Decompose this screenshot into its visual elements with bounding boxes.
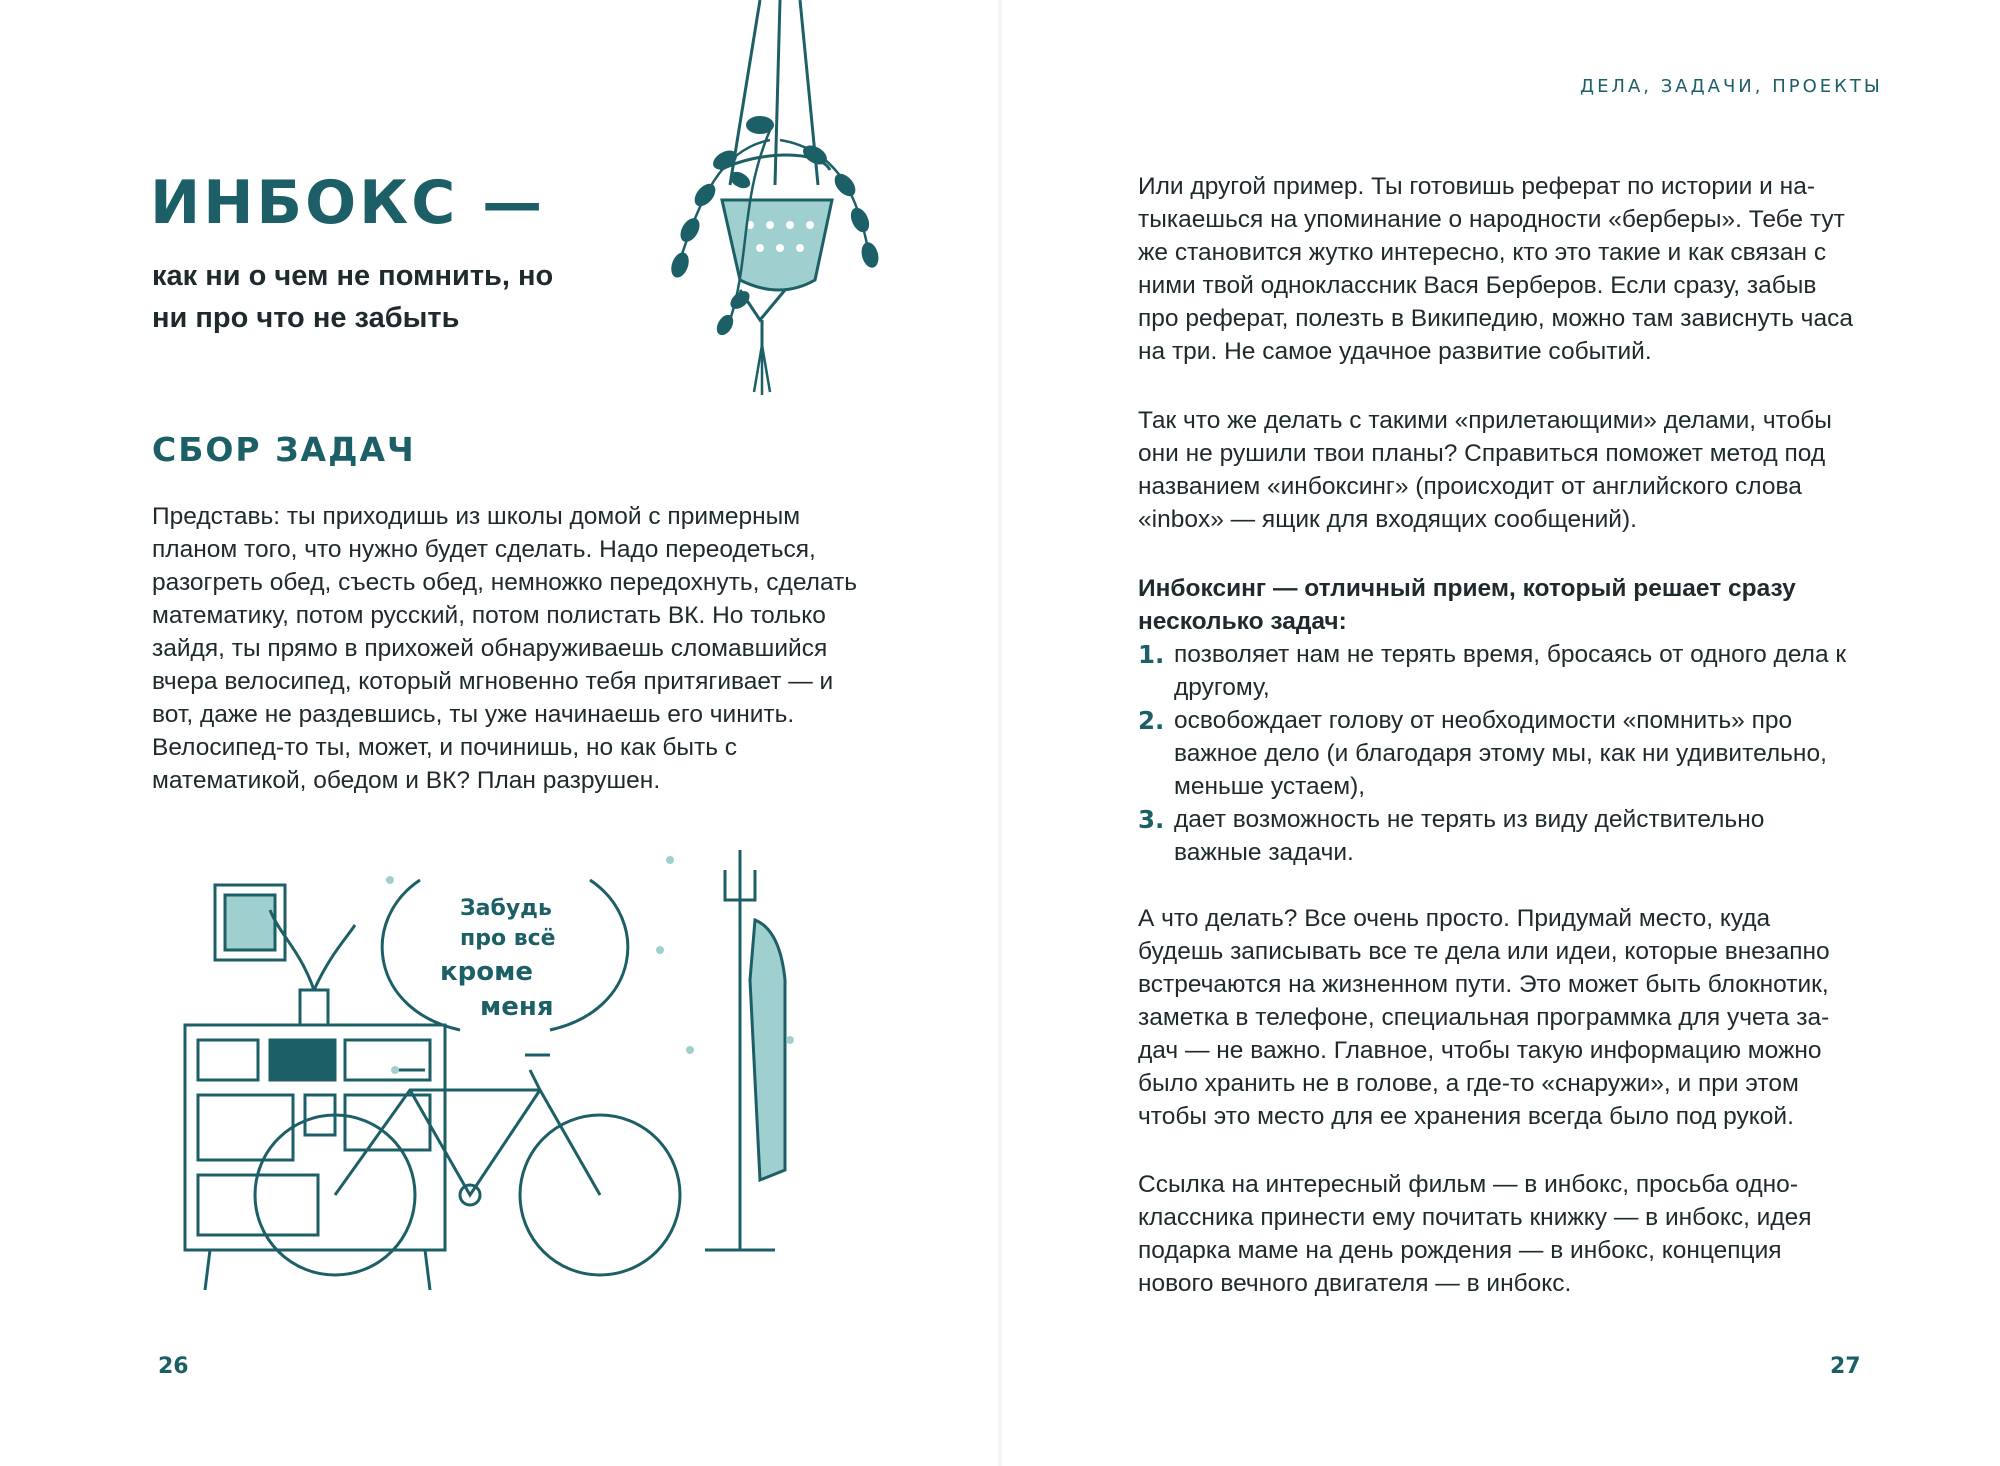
list-text: освобождает голову от необходимости «помнить» про важное дело (и благодаря этому мы, как ни удивительно, меньше устаем), — [1174, 707, 1827, 800]
paragraph-5: Ссылка на интересный фильм — в инбокс, просьба одноклассника принести ему почитать книжку — в инбокс, идея подарка маме на день рождения — в инбокс, концепция нового вечного двигателя — в инбокс. — [1138, 1171, 1812, 1297]
page-number-right: 27 — [1830, 1354, 1861, 1379]
wreath-line2: про всё — [460, 926, 556, 951]
benefits-list — [1138, 638, 1858, 869]
hanging-plant-illustration — [620, 0, 920, 420]
intro-paragraph: Представь: ты приходишь из школы домой с примерным планом того, что нужно будет сделать. Надо переодеться, разогреть обед, съесть обед, немножко передохнуть, сделать математику, потом русский, потом полистать ВК. Но только зайдя, ты прямо в прихожей обнаруживаешь сломавшийся вчера велосипед, который мгновенно тебя притягивает — и вот, даже не раздевшись, ты уже начинаешь его чинить. Велосипед-то ты, может, и починишь, но как быть с математикой, обедом и ВК? План разрушен. — [152, 503, 858, 794]
list-item — [1138, 638, 1858, 704]
chapter-title: ИНБОКС — — [150, 168, 546, 238]
page-number-left: 26 — [158, 1354, 189, 1379]
hallway-bicycle-illustration — [170, 840, 870, 1300]
list-text: дает возможность не терять из виду действительно важные задачи. — [1174, 806, 1765, 866]
list-text: позволяет нам не терять время, бросаясь от одного дела к другому, — [1174, 641, 1847, 701]
chapter-subtitle: как ни о чем не помнить, но ни про что не забыть — [152, 260, 554, 334]
wreath-line4: меня — [480, 992, 554, 1022]
wreath-line1: Забудь — [460, 896, 552, 921]
section-heading: СБОР ЗАДАЧ — [152, 430, 416, 469]
list-number: 1. — [1138, 640, 1165, 669]
wreath-line3: кроме — [440, 957, 534, 987]
inboxing-block — [1138, 572, 1858, 869]
list-item — [1138, 803, 1858, 869]
list-number: 3. — [1138, 805, 1165, 834]
paragraph-4: А что делать? Все очень просто. Придумай место, куда будешь записывать все те дела или идеи, которые внезапно встречаются на жизненном пути. Это может быть блокнотик, заметка в телефоне, специальная программка для учета задач — не важно. Главное, чтобы такую информацию можно было хранить не в голове, а где-то «снаружи», и при этом чтобы это место для ее хранения всегда было под рукой. — [1138, 905, 1830, 1130]
paragraph-2: Так что же делать с такими «прилетающими» делами, чтобы они не рушили твои планы? Справиться поможет метод под названием «инбоксинг» (происходит от английского слова «inbox» — ящик для входящих сообщений). — [1138, 407, 1832, 533]
list-number: 2. — [1138, 706, 1165, 735]
running-head: ДЕЛА, ЗАДАЧИ, ПРОЕКТЫ — [1580, 76, 1883, 97]
inboxing-lead: Инбоксинг — отличный прием, который решает сразу несколько задач: — [1138, 575, 1796, 635]
list-item — [1138, 704, 1858, 803]
paragraph-1: Или другой пример. Ты готовишь реферат по истории и натыкаешься на упоминание о народности «берберы». Тебе тут же становится жутко интересно, кто это такие и как связан с ними твой одноклассник Вася Берберов. Если сразу, забыв про реферат, полезть в Википедию, можно там зависнуть часа на три. Не самое удачное развитие событий. — [1138, 173, 1853, 365]
